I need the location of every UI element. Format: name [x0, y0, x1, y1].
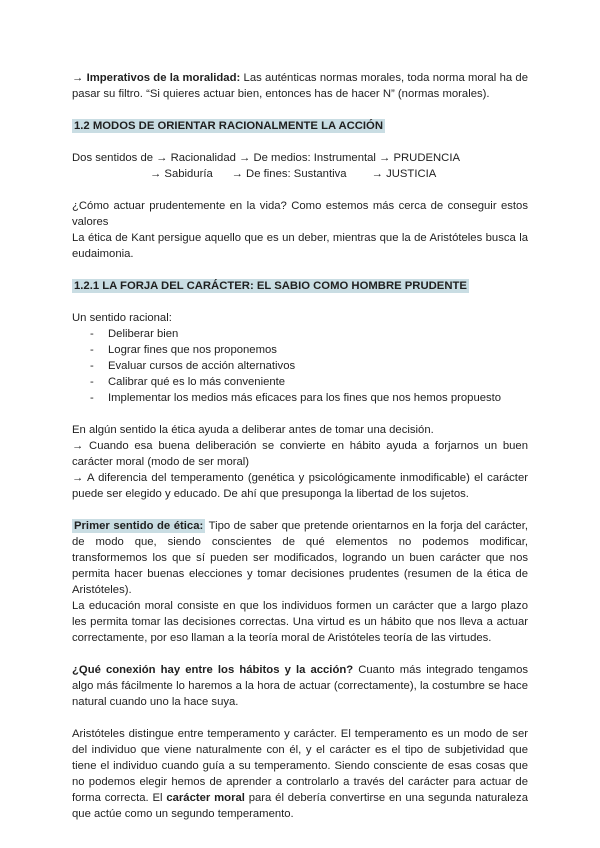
list-item [72, 390, 528, 406]
list-dash: - [90, 344, 94, 356]
list-intro: Un sentido racional: [72, 312, 172, 324]
deliberation-paragraph: En algún sentido la ética ayuda a deliberar antes de tomar una decisión. [72, 424, 434, 436]
list-dash: - [90, 360, 94, 372]
intro-paragraph [72, 70, 528, 102]
modes-line-1: Dos sentidos de → Racionalidad → De medios: Instrumental → PRUDENCIA [72, 152, 461, 164]
list-item [72, 374, 528, 390]
intro-bold-term: Imperativos de la moralidad: [86, 72, 241, 84]
first-sense-text: Tipo de saber que pretende orientarnos en la forja del carácter, de modo que, siendo conscientes de qué elementos no podemos modificar, transformemos los que sí pueden ser modificados, logrando un buen carácter que nos permita hacer buenas elecciones y tomar decisiones prudentes (resumen de la ética de Aristóteles). [72, 520, 528, 596]
subsection-heading [72, 278, 528, 294]
list-item-text: Implementar los medios más eficaces para los fines que nos hemos propuesto [108, 392, 502, 404]
list-item-text: Calibrar qué es lo más conveniente [108, 376, 286, 388]
section-heading [72, 118, 528, 134]
moral-education-paragraph: La educación moral consiste en que los individuos formen un carácter que a largo plazo les permita tomar las decisiones correctas. Una virtud es un hábito que nos lleva a actuar correctamente, por eso llaman a la teoría moral de Aristóteles teoría de las virtudes. [72, 600, 528, 644]
aristotle-text-a: Aristóteles distingue entre temperamento y carácter. El temperamento es un modo de ser del individuo que viene naturalmente con él, y el carácter es el tipo de subjetividad que tiene el individuo cuando guía a su temperamento. Siendo consciente de esas cosas que no podemos elegir hemos de aprender a controlarlo a través del carácter para actuar de forma correcta. El [72, 728, 528, 804]
arrow-glyph: → [72, 72, 84, 84]
list-item [72, 326, 528, 342]
connection-question: ¿Qué conexión hay entre los hábitos y la acción? [72, 664, 354, 676]
connection-paragraph [72, 662, 528, 710]
list-item [72, 342, 528, 358]
modes-line-2: → Sabiduría → De fines: Sustantiva → JUSTICIA [150, 168, 437, 180]
first-sense-paragraph [72, 518, 528, 598]
section-1-2-1-heading: 1.2.1 LA FORJA DEL CARÁCTER: EL SABIO COMO HOMBRE PRUDENTE [74, 280, 467, 292]
connection-text: Cuanto más integrado tengamos algo más fácilmente lo haremos a la hora de actuar (correctamente), la costumbre se hace natural cuando uno la hace suya. [72, 664, 529, 708]
aristotle-paragraph [72, 726, 528, 822]
moral-character-term: carácter moral [166, 792, 245, 804]
list-item-text: Deliberar bien [108, 328, 179, 340]
list-item-text: Evaluar cursos de acción alternativos [108, 360, 296, 372]
question-paragraph: ¿Cómo actuar prudentemente en la vida? Como estemos más cerca de conseguir estos valores [72, 200, 528, 228]
habit-paragraph: → Cuando esa buena deliberación se convierte en hábito ayuda a forjarnos un buen carácter moral (modo de ser moral) [72, 440, 528, 468]
list-dash: - [90, 328, 94, 340]
list-item-text: Lograr fines que nos proponemos [108, 344, 277, 356]
list-dash: - [90, 376, 94, 388]
aristotle-text-b: para él debería convertirse en una segunda naturaleza que actúe como un segundo temperamento. [72, 792, 528, 820]
intro-text: Las auténticas normas morales, toda norma moral ha de pasar su filtro. “Si quieres actuar bien, entonces has de hacer N” (normas morales). [72, 72, 528, 100]
temperament-paragraph: → A diferencia del temperamento (genética y psicológicamente inmodificable) el carácter puede ser elegido y educado. De ahí que presuponga la libertad de los sujetos. [72, 472, 528, 500]
list-dash: - [90, 392, 94, 404]
rational-sense-list [72, 326, 528, 406]
first-sense-label: Primer sentido de ética: [74, 520, 204, 532]
kant-paragraph: La ética de Kant persigue aquello que es un deber, mientras que la de Aristóteles busca la eudaimonia. [72, 232, 528, 260]
list-item [72, 358, 528, 374]
section-1-2-heading: 1.2 MODOS DE ORIENTAR RACIONALMENTE LA ACCIÓN [74, 120, 383, 132]
